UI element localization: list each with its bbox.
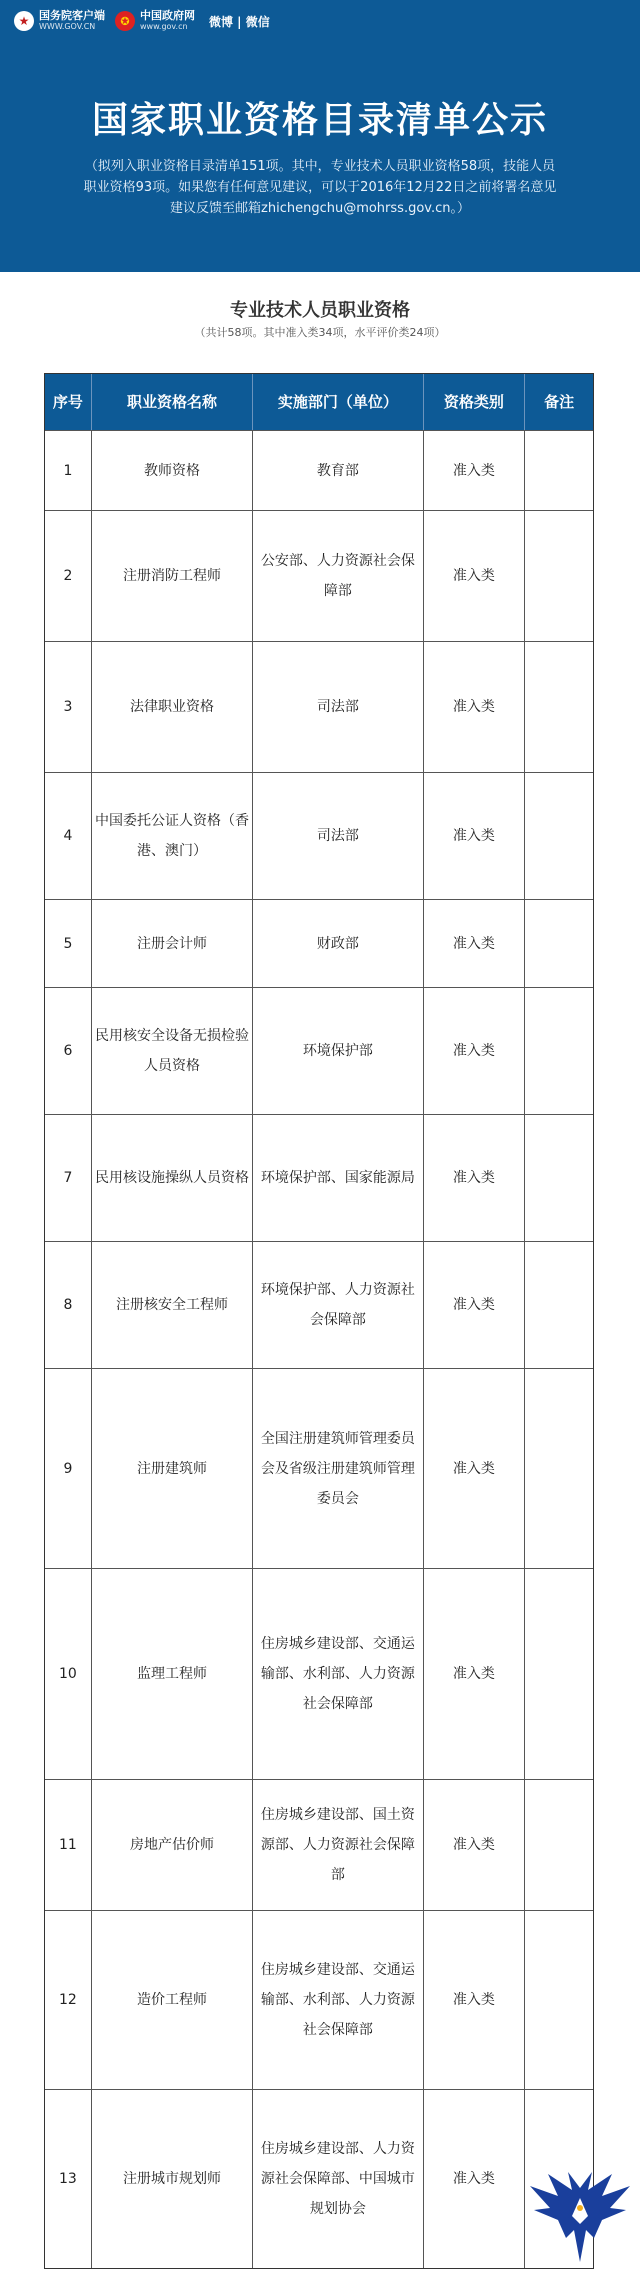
row-dept: 全国注册建筑师管理委员会及省级注册建筑师管理委员会 (252, 1369, 422, 1568)
row-type: 准入类 (423, 1780, 525, 1910)
row-note (524, 988, 593, 1114)
row-note (524, 1242, 593, 1368)
row-note (524, 1780, 593, 1910)
section-title: 专业技术人员职业资格 (230, 300, 410, 321)
header-banner (0, 0, 640, 272)
header-no: 序号 (52, 393, 83, 411)
row-name: 注册核安全工程师 (91, 1242, 252, 1368)
header-logos (14, 10, 270, 32)
table-row (45, 1779, 593, 1910)
row-no: 1 (63, 462, 73, 479)
table-row (45, 2089, 593, 2268)
social-channels[interactable]: 微博 | 微信 (209, 14, 270, 29)
national-emblem-icon: ★ (14, 11, 34, 31)
row-note (524, 773, 593, 899)
row-dept: 财政部 (252, 900, 422, 987)
row-no: 5 (63, 935, 73, 952)
row-name: 注册建筑师 (91, 1369, 252, 1568)
row-name: 中国委托公证人资格（香港、澳门） (91, 773, 252, 899)
row-dept: 住房城乡建设部、交通运输部、水利部、人力资源社会保障部 (252, 1911, 422, 2089)
row-no: 8 (63, 1297, 73, 1313)
row-type: 准入类 (423, 1569, 525, 1779)
logo1-name: 国务院客户端 (39, 9, 105, 22)
page-title: 国家职业资格目录清单公示 (91, 100, 548, 141)
row-no: 9 (63, 1460, 73, 1477)
table-row (45, 1910, 593, 2089)
logo2-url: www.gov.cn (140, 22, 188, 31)
row-no: 10 (59, 1666, 77, 1682)
qualification-table (44, 373, 594, 2269)
row-type: 准入类 (423, 511, 525, 641)
table-row (45, 1568, 593, 1779)
table-row (45, 430, 593, 510)
header-dept: 实施部门（单位） (252, 374, 422, 430)
row-dept: 公安部、人力资源社会保障部 (252, 511, 422, 641)
table-row (45, 899, 593, 987)
row-dept: 环境保护部 (252, 988, 422, 1114)
row-no: 12 (59, 1992, 77, 2008)
logo2-name: 中国政府网 (140, 9, 195, 22)
row-type: 准入类 (423, 642, 525, 772)
row-note (524, 1115, 593, 1241)
table-row (45, 1114, 593, 1241)
row-note (524, 431, 593, 510)
row-no: 7 (63, 1170, 73, 1186)
row-dept: 司法部 (252, 642, 422, 772)
row-no: 4 (63, 828, 73, 844)
row-note (524, 1911, 593, 2089)
row-type: 准入类 (423, 988, 525, 1114)
notice-text: （拟列入职业资格目录清单151项。其中，专业技术人员职业资格58项，技能人员职业资格93项。如果您有任何意见建议，可以于2016年12月22日之前将署名意见建议反馈至邮箱zhichengchu@mohrss.gov.cn。） (83, 159, 557, 216)
row-dept: 环境保护部、国家能源局 (252, 1115, 422, 1241)
row-no: 3 (63, 699, 73, 715)
row-type: 准入类 (423, 431, 525, 510)
row-type: 准入类 (423, 1242, 525, 1368)
row-name: 造价工程师 (91, 1911, 252, 2089)
table-row (45, 987, 593, 1114)
row-no: 11 (59, 1837, 77, 1853)
row-dept: 环境保护部、人力资源社会保障部 (252, 1242, 422, 1368)
logo1-url: WWW.GOV.CN (39, 22, 96, 31)
eagle-logo-icon (528, 2168, 632, 2266)
table-row (45, 510, 593, 641)
row-note (524, 511, 593, 641)
row-name: 注册消防工程师 (91, 511, 252, 641)
gov-emblem-icon: ✪ (115, 11, 135, 31)
row-dept: 教育部 (252, 431, 422, 510)
table-row (45, 1241, 593, 1368)
row-note (524, 642, 593, 772)
row-type: 准入类 (423, 1369, 525, 1568)
row-type: 准入类 (423, 900, 525, 987)
header-type: 资格类别 (423, 374, 525, 430)
row-no: 2 (63, 568, 73, 584)
row-name: 注册城市规划师 (91, 2090, 252, 2268)
table-header-row (45, 374, 593, 430)
row-dept: 住房城乡建设部、国土资源部、人力资源社会保障部 (252, 1780, 422, 1910)
header-name: 职业资格名称 (91, 374, 252, 430)
section-subtitle: （共计58项。其中准入类34项，水平评价类24项） (194, 326, 446, 339)
row-no: 13 (59, 2171, 77, 2187)
state-council-app-logo[interactable] (14, 10, 105, 32)
row-type: 准入类 (423, 1115, 525, 1241)
row-dept: 住房城乡建设部、交通运输部、水利部、人力资源社会保障部 (252, 1569, 422, 1779)
row-type: 准入类 (423, 2090, 525, 2268)
table-row (45, 1368, 593, 1568)
row-name: 注册会计师 (91, 900, 252, 987)
gov-site-logo[interactable] (115, 10, 195, 32)
row-name: 监理工程师 (91, 1569, 252, 1779)
row-name: 民用核安全设备无损检验人员资格 (91, 988, 252, 1114)
row-type: 准入类 (423, 1911, 525, 2089)
row-dept: 司法部 (252, 773, 422, 899)
row-name: 民用核设施操纵人员资格 (91, 1115, 252, 1241)
row-no: 6 (63, 1043, 73, 1059)
row-type: 准入类 (423, 773, 525, 899)
row-name: 教师资格 (91, 431, 252, 510)
row-note (524, 900, 593, 987)
row-note (524, 1369, 593, 1568)
table-row (45, 641, 593, 772)
row-name: 房地产估价师 (91, 1780, 252, 1910)
header-note: 备注 (524, 374, 593, 430)
row-note (524, 1569, 593, 1779)
row-dept: 住房城乡建设部、人力资源社会保障部、中国城市规划协会 (252, 2090, 422, 2268)
table-row (45, 772, 593, 899)
row-name: 法律职业资格 (91, 642, 252, 772)
